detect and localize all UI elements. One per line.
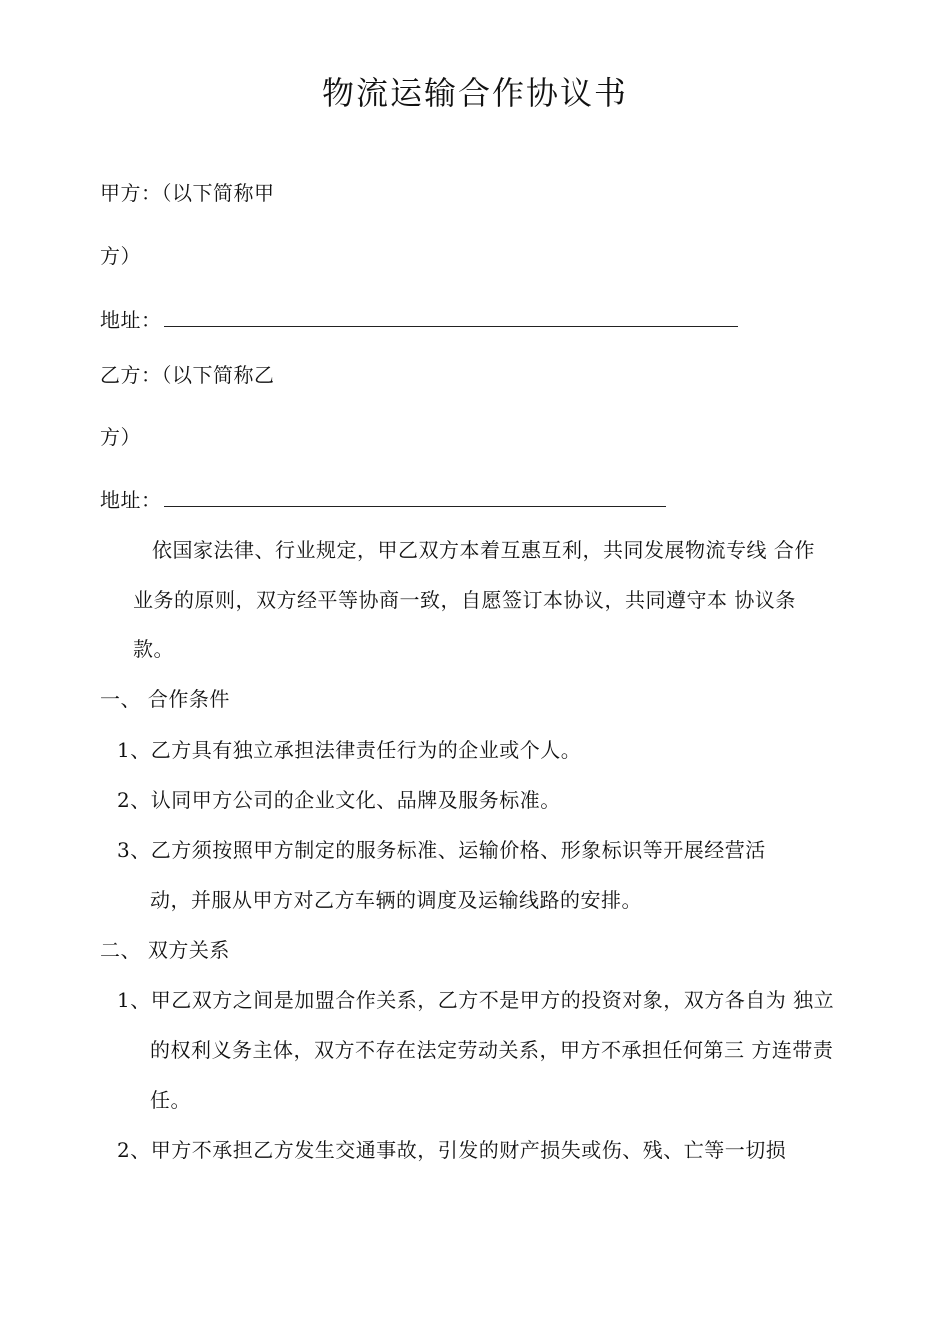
address-label: 地址： (100, 308, 162, 332)
section-heading: 一、 合作条件 (100, 687, 230, 711)
clause-item: 1、乙方具有独立承担法律责任行为的企业或个人。 (117, 738, 582, 762)
party-b-address (100, 484, 666, 515)
party-a-line-cont: 方） (100, 244, 141, 268)
clause-item-cont: 任。 (150, 1088, 191, 1112)
clause-item-cont: 动，并服从甲方对乙方车辆的调度及运输线路的安排。 (150, 888, 642, 912)
clause-item: 3、乙方须按照甲方制定的服务标准、运输价格、形象标识等开展经营活 (117, 838, 766, 862)
section-heading: 二、 双方关系 (100, 938, 230, 962)
party-b-line-cont: 方） (100, 425, 141, 449)
preamble-line: 业务的原则，双方经平等协商一致，自愿签订本协议，共同遵守本 协议条 (133, 588, 796, 612)
party-a-line: 甲方：（以下简称甲 (100, 181, 275, 205)
clause-item: 1、甲乙双方之间是加盟合作关系，乙方不是甲方的投资对象，双方各自为 独立 (117, 988, 835, 1012)
clause-item: 2、认同甲方公司的企业文化、品牌及服务标准。 (117, 788, 561, 812)
address-label: 地址： (100, 488, 162, 512)
preamble-line: 款。 (133, 637, 174, 661)
party-b-line: 乙方：（以下简称乙 (100, 363, 275, 387)
preamble-line: 依国家法律、行业规定，甲乙双方本着互惠互利，共同发展物流专线 合作 (152, 538, 815, 562)
address-blank-line (164, 484, 666, 507)
clause-item-cont: 的权利义务主体，双方不存在法定劳动关系，甲方不承担任何第三 方连带责 (150, 1038, 834, 1062)
address-blank-line (164, 304, 738, 327)
party-a-address (100, 304, 738, 335)
clause-item: 2、甲方不承担乙方发生交通事故，引发的财产损失或伤、残、亡等一切损 (117, 1138, 787, 1162)
document-title: 物流运输合作协议书 (321, 74, 628, 112)
